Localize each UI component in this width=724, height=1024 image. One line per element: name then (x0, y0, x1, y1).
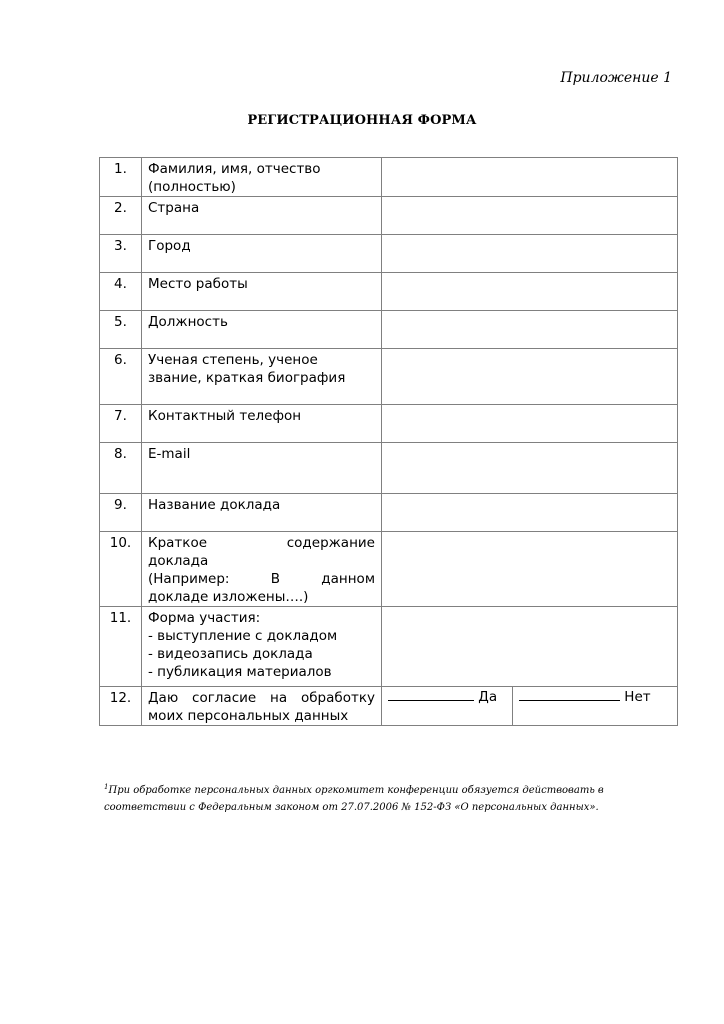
form-row-report-title (100, 494, 678, 532)
participation-answer-field[interactable] (382, 607, 678, 687)
label-line: Должность (148, 314, 228, 330)
row-label (142, 443, 382, 494)
row-label (142, 273, 382, 311)
row-number: 10. (100, 532, 142, 607)
form-row-phone (100, 405, 678, 443)
label-line: Название доклада (148, 497, 281, 513)
email-answer-field[interactable] (382, 443, 678, 494)
row-label (142, 607, 382, 687)
row-number: 3. (100, 235, 142, 273)
form-row-consent (100, 687, 678, 726)
consent-no-blank[interactable] (519, 687, 620, 701)
label-line: докладе изложены….) (148, 589, 309, 605)
consent-yes-label: Да (478, 689, 498, 705)
label-line: - публикация материалов (148, 664, 332, 680)
city-answer-field[interactable] (382, 235, 678, 273)
row-number: 7. (100, 405, 142, 443)
row-number: 9. (100, 494, 142, 532)
label-line: - выступление с докладом (148, 628, 338, 644)
row-number: 2. (100, 197, 142, 235)
row-label (142, 311, 382, 349)
label-line: - видеозапись доклада (148, 646, 313, 662)
report-title-answer-field[interactable] (382, 494, 678, 532)
row-label (142, 158, 382, 197)
label-line: E-mail (148, 446, 191, 462)
label-line: Ученая степень, ученое (148, 352, 318, 368)
label-line: Даю согласие на обработку (148, 690, 375, 706)
consent-no-cell[interactable] (513, 687, 678, 726)
row-number: 5. (100, 311, 142, 349)
row-number: 8. (100, 443, 142, 494)
row-label (142, 349, 382, 405)
footnote-marker: 1 (104, 783, 109, 791)
label-line: Краткое содержание (148, 535, 375, 551)
label-line: доклада (148, 553, 209, 569)
form-row-country (100, 197, 678, 235)
row-label (142, 405, 382, 443)
footnote-text-1: При обработке персональных данных оргкомитет конференции обязуется действовать в (108, 785, 604, 796)
position-answer-field[interactable] (382, 311, 678, 349)
footnote-line-2: соответствии с Федеральным законом от 27.07.2006 № 152-ФЗ «О персональных данных». (104, 802, 599, 813)
row-label (142, 235, 382, 273)
label-line: Место работы (148, 276, 248, 292)
consent-yes-cell[interactable] (382, 687, 513, 726)
country-answer-field[interactable] (382, 197, 678, 235)
label-line: Страна (148, 200, 200, 216)
full-name-answer-field[interactable] (382, 158, 678, 197)
consent-yes-blank[interactable] (388, 687, 474, 701)
form-row-city (100, 235, 678, 273)
footnote (104, 782, 679, 816)
label-line: звание, краткая биография (148, 370, 346, 386)
form-row-summary (100, 532, 678, 607)
row-number: 11. (100, 607, 142, 687)
consent-no-label: Нет (624, 689, 651, 705)
footnote-line-1 (104, 782, 679, 799)
row-label (142, 532, 382, 607)
label-line: Контактный телефон (148, 408, 302, 424)
label-line: моих персональных данных (148, 708, 349, 724)
appendix-label: Приложение 1 (560, 70, 672, 86)
form-row-email (100, 443, 678, 494)
row-label (142, 687, 382, 726)
form-row-full-name (100, 158, 678, 197)
summary-answer-field[interactable] (382, 532, 678, 607)
workplace-answer-field[interactable] (382, 273, 678, 311)
row-number: 12. (100, 687, 142, 726)
form-row-workplace (100, 273, 678, 311)
form-title: РЕГИСТРАЦИОННАЯ ФОРМА (247, 113, 477, 128)
degree-answer-field[interactable] (382, 349, 678, 405)
row-label (142, 197, 382, 235)
row-number: 6. (100, 349, 142, 405)
label-line: Город (148, 238, 191, 254)
form-row-position (100, 311, 678, 349)
label-line: (полностью) (148, 179, 236, 195)
form-row-participation (100, 607, 678, 687)
label-line: Фамилия, имя, отчество (148, 161, 321, 177)
row-number: 1. (100, 158, 142, 197)
registration-form-table (99, 157, 678, 726)
label-line: Форма участия: (148, 610, 261, 626)
form-row-degree (100, 349, 678, 405)
row-number: 4. (100, 273, 142, 311)
label-line: (Например: В данном (148, 571, 375, 587)
phone-answer-field[interactable] (382, 405, 678, 443)
row-label (142, 494, 382, 532)
